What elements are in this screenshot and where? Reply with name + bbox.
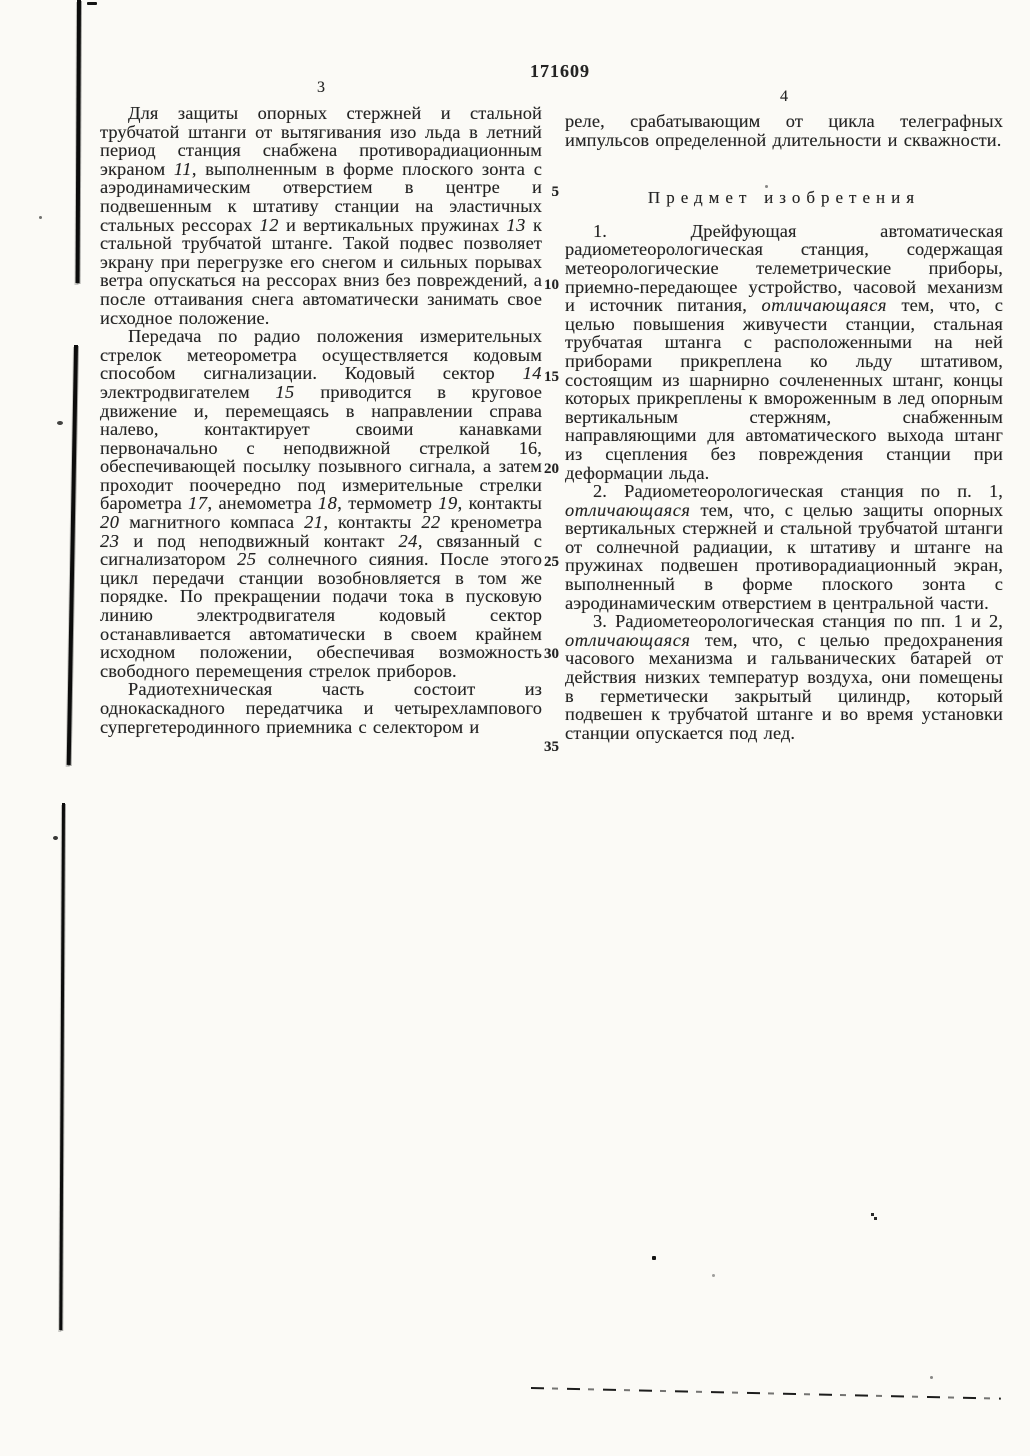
scan-edge-bar bbox=[59, 803, 65, 1330]
page-number-left: 3 bbox=[317, 79, 325, 96]
line-number: 10 bbox=[544, 277, 559, 293]
scan-speck bbox=[39, 216, 42, 219]
scan-speck bbox=[87, 2, 97, 5]
line-number: 25 bbox=[544, 554, 559, 570]
section-heading: Предмет изобретения bbox=[647, 188, 921, 208]
claim-1: 1. Дрейфующая автоматическая радиометеорологическая станция, содержащая метеорологические телеметрические приборы, приемно-передающее устройство, часовой механизм и источник питания, отличающаяся тем, что, с целью повышения живучести станции, стальная трубчатая штанга с расположенными на ней приборами прикреплена ко льду штативом, состоящим из шарнирно сочлененных штанг, концы которых прикреплены к вмороженным в лед опорным вертикальным стержням, снабженным направляющими для автоматического выхода штанг из сцепления без повреждения станции при деформации льда. bbox=[565, 220, 1003, 483]
scan-speck bbox=[652, 1256, 656, 1260]
page-number-right: 4 bbox=[780, 88, 788, 105]
claim-3: 3. Радиометеорологическая станция по пп. 1 и 2, отличающаяся тем, что, с целью предохранения часового механизма и гальванических батарей от действия низких температур воздуха, они помещены в герметически закрытый цилиндр, который подвешен к трубчатой штанге и во время установки станции опускается под лед. bbox=[565, 611, 1003, 743]
scan-speck bbox=[930, 1376, 933, 1379]
line-number: 35 bbox=[544, 739, 559, 755]
scan-edge-bar bbox=[67, 345, 78, 765]
scan-speck bbox=[871, 1213, 874, 1216]
body-paragraph: Для защиты опорных стержней и стальной трубчатой штанги от вытягивания изо льда в летний период станция снабжена противорадиационным экраном 11, выполненным в форме плоского зонта с аэродинамическим отверстием в центре и подвешенным к штативу станции на эластичных стальных рессорах 12 и вертикальных пружинах 13 к стальной трубчатой штанге. Такой подвес позволяет экрану при перегрузке его снегом и сильных порывах ветра опускаться на рессорах вниз без повреждений, а после оттаивания снега автоматически занимать свое исходное положение. bbox=[100, 103, 542, 328]
continuation-paragraph: реле, срабатывающим от цикла телеграфных импульсов определенной длительности и скважности. bbox=[565, 111, 1003, 150]
claim-2: 2. Радиометеорологическая станция по п. 1, отличающаяся тем, что, с целью защиты опорных вертикальных стержней и стальной трубчатой штанги от солнечной радиации, к штативу и штанге на пружинах подвешен противорадиационный экран, выполненный в форме плоского зонта с аэродинамическим отверстием в центральной части. bbox=[565, 481, 1003, 613]
scan-speck bbox=[53, 836, 58, 840]
scan-edge-bar bbox=[76, 0, 81, 283]
line-number: 5 bbox=[551, 184, 559, 200]
scan-dotted-line bbox=[531, 1387, 1001, 1400]
line-number: 15 bbox=[544, 369, 559, 385]
scan-speck bbox=[712, 1274, 715, 1277]
body-paragraph: Радиотехническая часть состоит из однокаскадного передатчика и четырехлампового супергетеродинного приемника с селектором и bbox=[100, 679, 542, 737]
column-page-3 bbox=[100, 104, 542, 736]
line-number: 30 bbox=[544, 646, 559, 662]
column-page-4 bbox=[565, 112, 1003, 742]
scan-speck bbox=[57, 421, 63, 425]
body-paragraph: Передача по радио положения измерительных стрелок метеорометра осуществляется кодовым способом сигнализации. Кодовый сектор 14 электродвигателем 15 приводится в круговое движение и, перемещаясь в направлении справа налево, контактирует своими канавками первоначально с неподвижной стрелкой 16, обеспечивающей посылку позывного сигнала, а затем проходит поочередно под измерительные стрелки барометра 17, анемометра 18, термометр 19, контакты 20 магнитного компаса 21, контакты 22 кренометра 23 и под неподвижный контакт 24, связанный с сигнализатором 25 солнечного сияния. После этого цикл передачи станции возобновляется в том же порядке. По прекращении подачи тока в пусковую линию электродвигателя кодовый сектор останавливается автоматически в своем крайнем исходном положении, обеспечивая возможность свободного перемещения стрелок приборов. bbox=[100, 326, 542, 681]
line-number: 20 bbox=[544, 461, 559, 477]
patent-number: 171609 bbox=[530, 61, 590, 81]
